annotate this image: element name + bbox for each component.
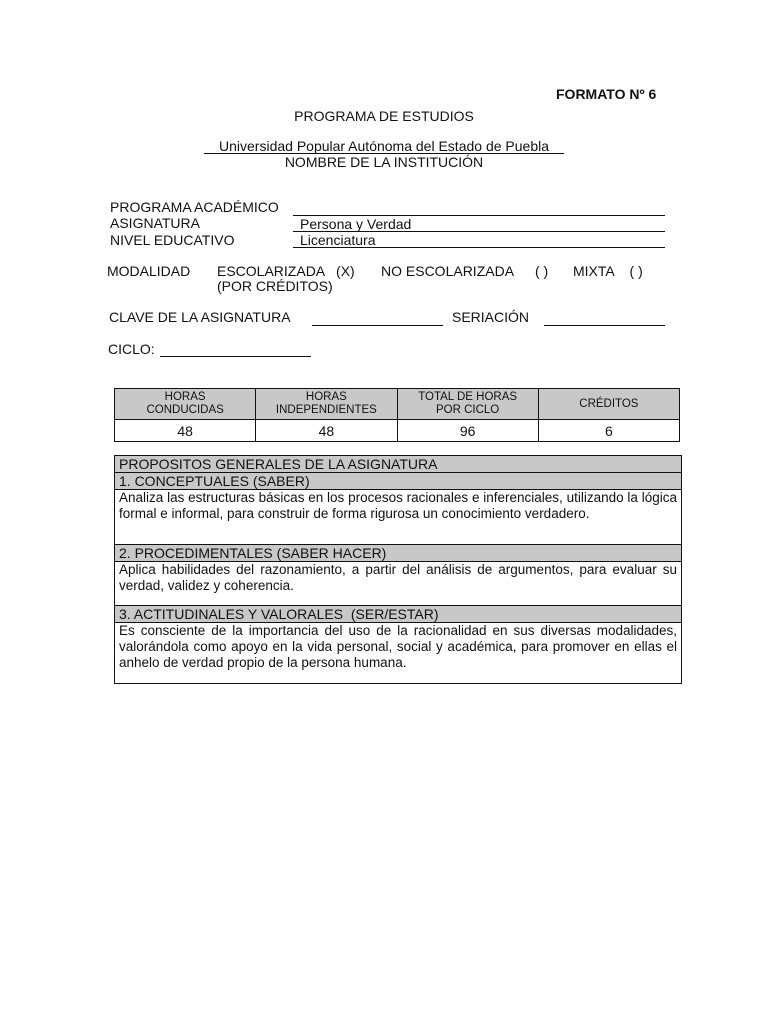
value-horas-conducidas: 48 (115, 420, 256, 442)
header-total-horas (397, 389, 538, 420)
section-text-actitudinales: Es consciente de la importancia del uso de la racionalidad en sus diversas modalidades, valorándola como apoyo en la vida personal, social y académica, para promover en ellas el anhelo de verdad propio de la persona humana. (119, 623, 677, 670)
purposes-title: PROPOSITOS GENERALES DE LA ASIGNATURA (115, 456, 681, 473)
seriacion-label: SERIACIÓN (452, 309, 530, 325)
ciclo-underline (160, 356, 311, 357)
section-heading-actitudinales: 3. ACTITUDINALES Y VALORALES (SER/ESTAR) (115, 606, 681, 623)
nivel-underline (293, 247, 665, 248)
header-line: CRÉDITOS (579, 397, 639, 410)
section-text-procedimentales: Aplica habilidades del razonamiento, a partir del análisis de argumentos, para evaluar su verdad, validez y coherencia. (115, 562, 681, 606)
header-line: TOTAL DE HORAS (418, 391, 518, 403)
header-line: POR CICLO (435, 404, 500, 416)
nivel-value: Licenciatura (300, 232, 376, 248)
header-horas-conducidas (115, 389, 256, 420)
asignatura-value: Persona y Verdad (300, 216, 412, 232)
asignatura-label: ASIGNATURA (110, 215, 200, 231)
nivel-label: NIVEL EDUCATIVO (110, 232, 235, 248)
escolarizada-option: ESCOLARIZADA (X) (217, 263, 355, 279)
clave-label: CLAVE DE LA ASIGNATURA (109, 309, 291, 325)
ciclo-label: CICLO: (108, 341, 155, 357)
formato-number: FORMATO Nº 6 (556, 86, 657, 102)
value-horas-independientes: 48 (256, 420, 397, 442)
section-text-conceptuales: Analiza las estructuras básicas en los procesos racionales e inferenciales, utilizando la lógica formal e informal, para construir de forma rigurosa un conocimiento verdadero. (115, 490, 681, 545)
section-heading-conceptuales: 1. CONCEPTUALES (SABER) (115, 473, 681, 490)
modalidad-label: MODALIDAD (107, 263, 191, 279)
hours-value-row (115, 420, 680, 442)
seriacion-underline (544, 325, 665, 326)
programa-label: PROGRAMA ACADÉMICO (110, 199, 279, 215)
header-line: INDEPENDIENTES (275, 404, 377, 416)
header-line: HORAS (164, 391, 206, 403)
mixta-option: MIXTA ( ) (573, 263, 643, 279)
header-line: CONDUCIDAS (146, 404, 224, 416)
purposes-table (114, 455, 682, 684)
no-escolarizada-option: NO ESCOLARIZADA (381, 263, 515, 279)
por-creditos-note: (POR CRÉDITOS) (217, 278, 333, 294)
clave-underline (312, 325, 443, 326)
no-escolarizada-mark: ( ) (535, 263, 549, 279)
section-heading-procedimentales: 2. PROCEDIMENTALES (SABER HACER) (115, 545, 681, 562)
header-line: HORAS (305, 391, 347, 403)
hours-header-row (115, 389, 680, 420)
value-total-horas: 96 (397, 420, 538, 442)
document-title: PROGRAMA DE ESTUDIOS (294, 108, 474, 124)
header-creditos (538, 389, 679, 420)
header-horas-independientes (256, 389, 397, 420)
institution-name: Universidad Popular Autónoma del Estado de Puebla (219, 138, 549, 154)
value-creditos: 6 (538, 420, 679, 442)
institution-label: NOMBRE DE LA INSTITUCIÓN (284, 154, 484, 170)
hours-table (114, 388, 680, 442)
